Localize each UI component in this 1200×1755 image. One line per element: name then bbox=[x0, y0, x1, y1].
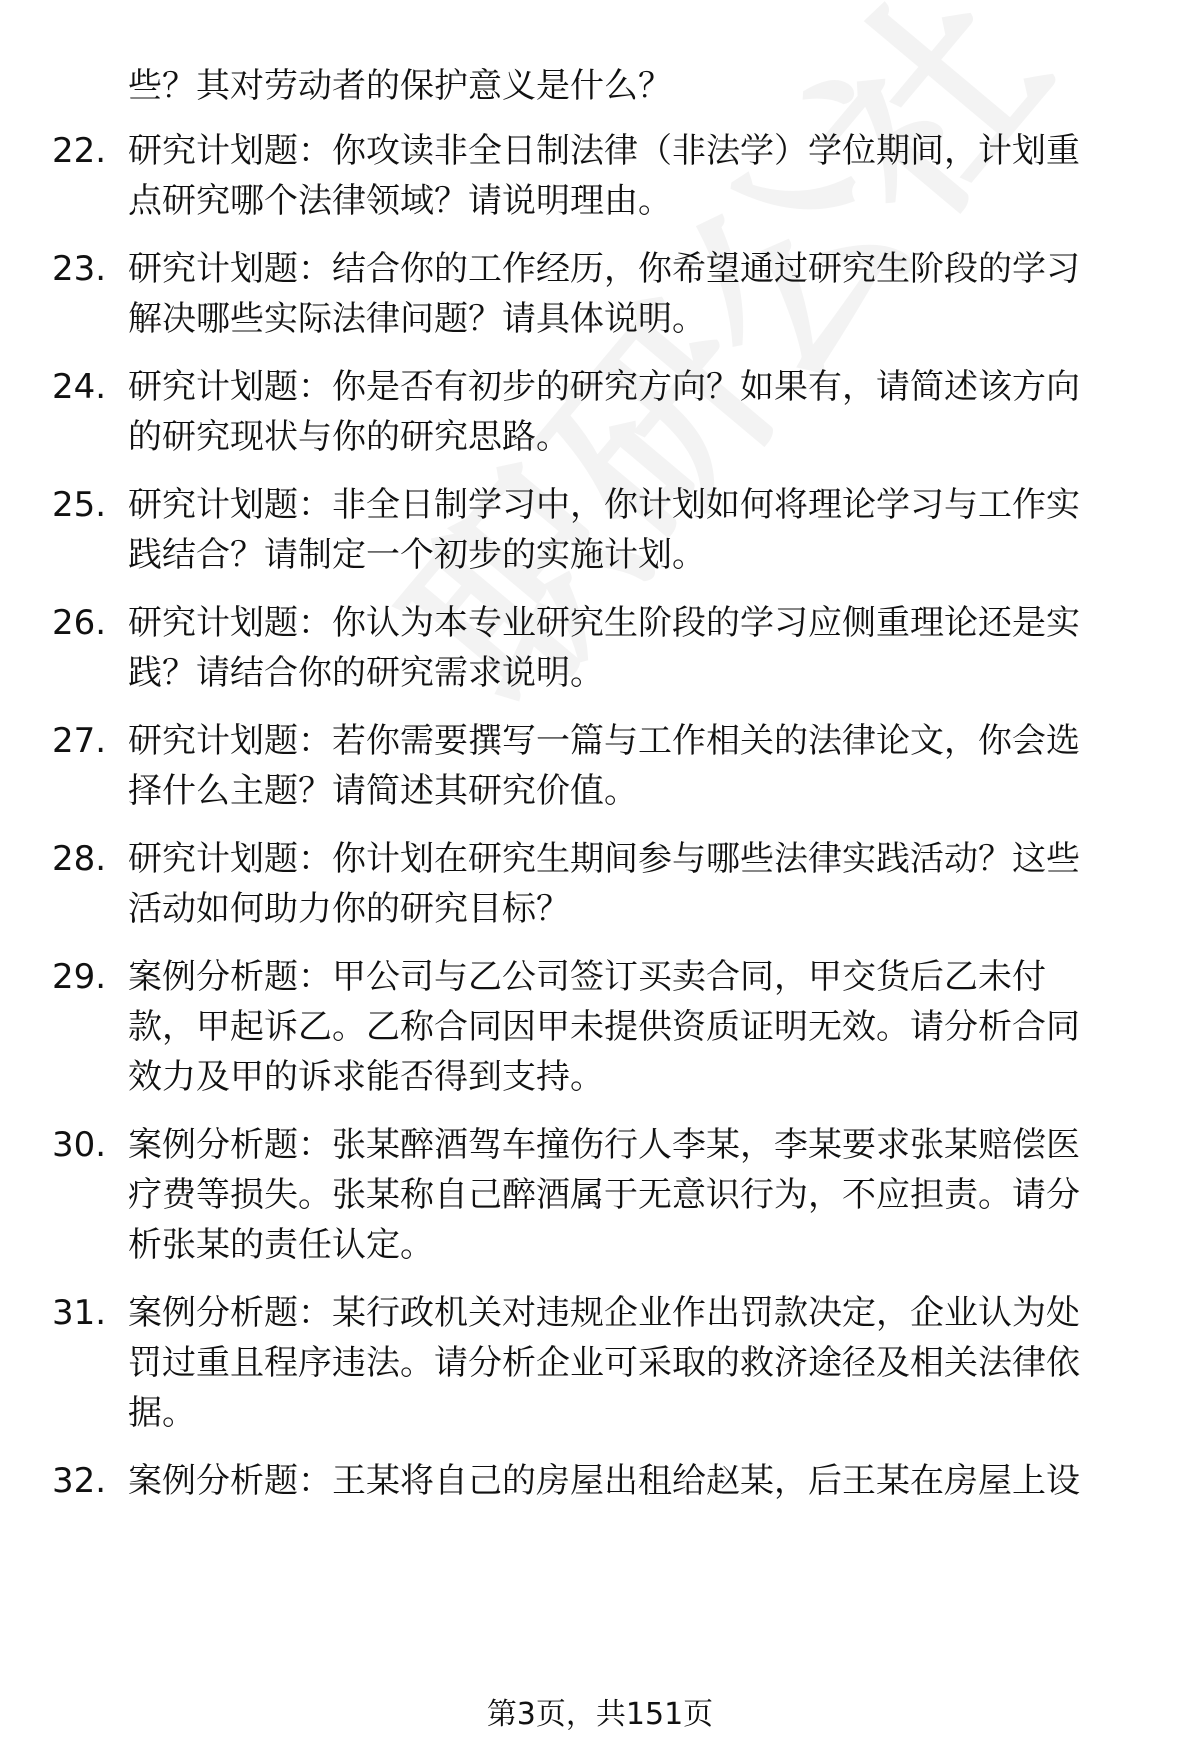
item-number: 23. bbox=[52, 249, 107, 289]
item-number: 32. bbox=[52, 1461, 107, 1501]
item-number: 29. bbox=[52, 957, 107, 997]
item-number: 24. bbox=[52, 367, 107, 407]
item-text: 案例分析题：甲公司与乙公司签订买卖合同，甲交货后乙未付 款，甲起诉乙。乙称合同因甲未提供资质证明无效。请分析合同 效力及甲的诉求能否得到支持。 bbox=[128, 957, 1080, 1097]
item-number: 30. bbox=[52, 1125, 107, 1165]
item-text: 研究计划题：非全日制学习中，你计划如何将理论学习与工作实 践结合？请制定一个初步的实施计划。 bbox=[128, 485, 1080, 575]
item-number: 25. bbox=[52, 485, 107, 525]
item-text: 案例分析题：某行政机关对违规企业作出罚款决定，企业认为处 罚过重且程序违法。请分析企业可采取的救济途径及相关法律依 据。 bbox=[128, 1293, 1080, 1433]
item-text: 研究计划题：若你需要撰写一篇与工作相关的法律论文，你会选 择什么主题？请简述其研究价值。 bbox=[128, 721, 1080, 811]
item-number: 22. bbox=[52, 131, 107, 171]
item-number: 31. bbox=[52, 1293, 107, 1333]
item-text: 研究计划题：你认为本专业研究生阶段的学习应侧重理论还是实 践？请结合你的研究需求说明。 bbox=[128, 603, 1080, 693]
page-footer: 第3页，共151页 bbox=[486, 1697, 714, 1732]
item-text: 研究计划题：你是否有初步的研究方向？如果有，请简述该方向 的研究现状与你的研究思路。 bbox=[128, 367, 1080, 457]
item-text: 案例分析题：王某将自己的房屋出租给赵某，后王某在房屋上设 bbox=[128, 1461, 1080, 1501]
item-number: 28. bbox=[52, 839, 107, 879]
item-text: 研究计划题：你攻读非全日制法律（非法学）学位期间，计划重 点研究哪个法律领域？请说明理由。 bbox=[128, 131, 1080, 221]
continuation-text: 些？其对劳动者的保护意义是什么？ bbox=[128, 66, 672, 106]
item-number: 27. bbox=[52, 721, 107, 761]
item-text: 研究计划题：你计划在研究生期间参与哪些法律实践活动？这些 活动如何助力你的研究目标？ bbox=[128, 839, 1080, 929]
item-text: 研究计划题：结合你的工作经历，你希望通过研究生阶段的学习 解决哪些实际法律问题？请具体说明。 bbox=[128, 249, 1080, 339]
item-text: 案例分析题：张某醉酒驾车撞伤行人李某，李某要求张某赔偿医 疗费等损失。张某称自己醉酒属于无意识行为，不应担责。请分 析张某的责任认定。 bbox=[128, 1125, 1080, 1265]
item-number: 26. bbox=[52, 603, 107, 643]
